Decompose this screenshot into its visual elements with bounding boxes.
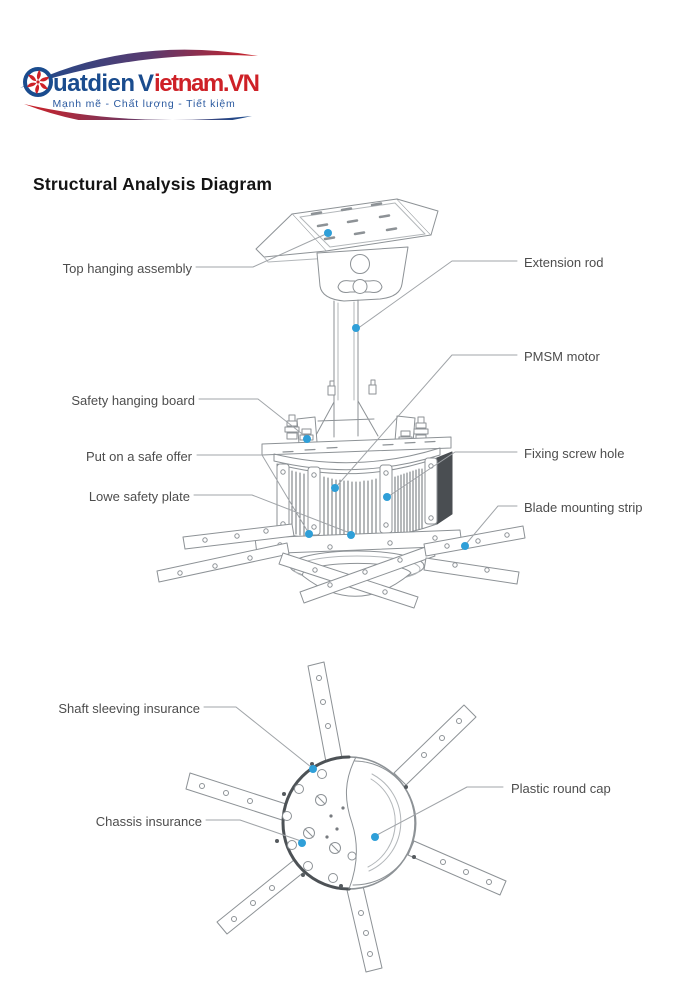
brand-text-v: V: [138, 70, 155, 97]
label-blade-mounting-strip: Blade mounting strip: [524, 500, 643, 515]
logo-tagline: Mạnh mẽ - Chất lượng - Tiết kiệm: [52, 98, 236, 110]
bottom-diagram: [186, 662, 506, 972]
label-extension-rod: Extension rod: [524, 255, 604, 270]
brand-text-red: ietnam.VN: [154, 70, 260, 97]
label-plastic-round-cap: Plastic round cap: [511, 781, 611, 796]
label-fixing-screw-hole: Fixing screw hole: [524, 446, 625, 461]
motor-flange: [262, 415, 451, 470]
label-chassis-insurance: Chassis insurance: [95, 814, 202, 829]
label-safety-hanging-board: Safety hanging board: [71, 393, 195, 408]
page-title: Structural Analysis Diagram: [33, 174, 273, 194]
brand-text-blue: uatdien: [53, 70, 135, 97]
label-pmsm-motor: PMSM motor: [524, 349, 600, 364]
label-put-on-a-safe-offer: Put on a safe offer: [86, 449, 192, 464]
top-diagram: [157, 199, 525, 608]
hanging-bracket: [317, 247, 408, 301]
label-shaft-sleeving-insurance: Shaft sleeving insurance: [58, 701, 200, 716]
label-lowe-safety-plate: Lowe safety plate: [88, 489, 190, 504]
label-top-hanging-assembly: Top hanging assembly: [62, 261, 192, 276]
pmsm-motor-body: [277, 452, 452, 544]
